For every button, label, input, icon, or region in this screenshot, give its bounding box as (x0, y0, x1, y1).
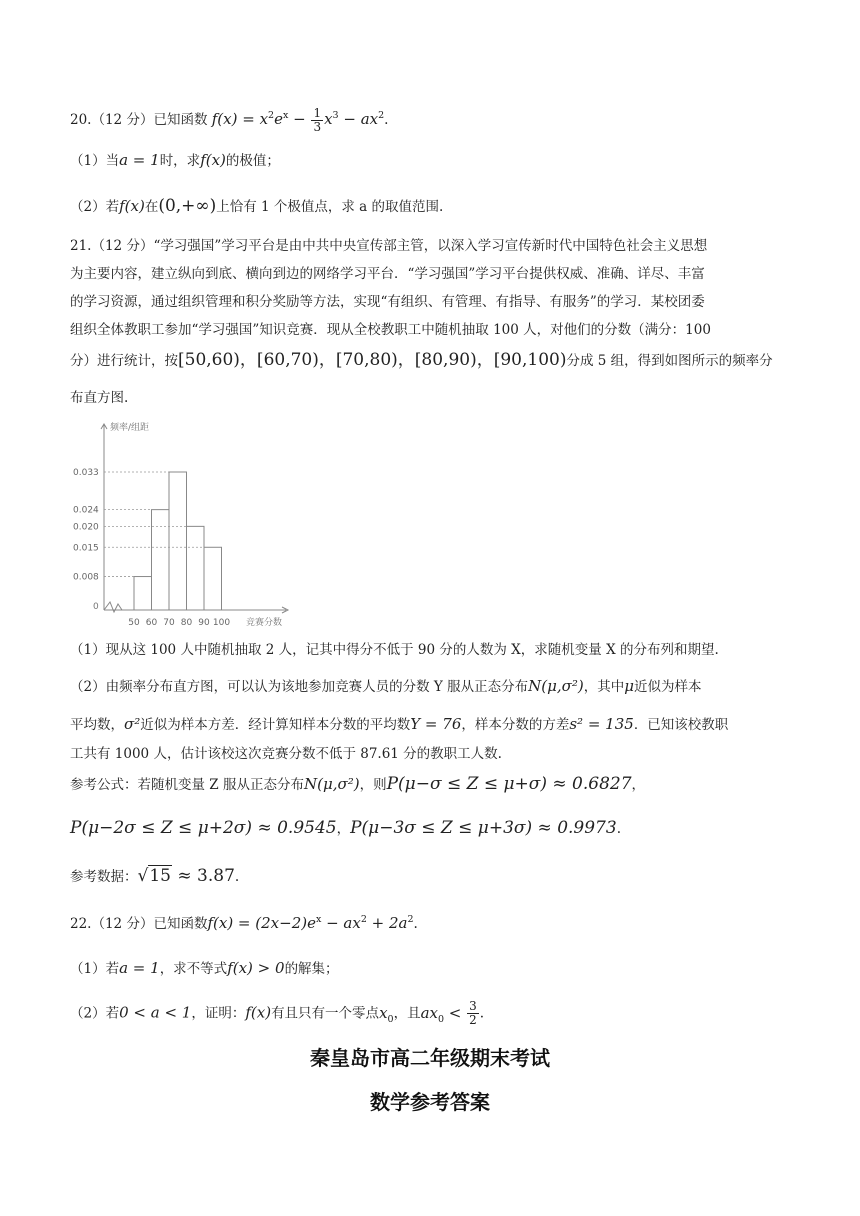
q21-sub2-end: 工共有 1000 人，估计该校这次竞赛分数不低于 87.61 分的教职工人数. (70, 746, 502, 762)
q21-ref-formula: 参考公式：若随机变量 Z 服从正态分布N(μ,σ²)，则P(μ−σ ≤ Z ≤ μ+σ) ≈ 0.6827， (70, 774, 646, 794)
x-tick-label: 50 (128, 618, 140, 628)
q21-para-1: 21.（12 分）“学习强国”学习平台是由中共中央宣传部主管，以深入学习宣传新时代中国特色社会主义思想 (70, 238, 708, 254)
histogram-bar-2 (152, 510, 170, 610)
y-axis-label: 频率/组距 (110, 423, 150, 433)
q22-sub2: （2）若0 < a < 1，证明：f(x)有且只有一个零点$x_0$，且$ax_0$ < $\frac{3}{2}$ . (70, 999, 485, 1027)
y-tick-label: 0.008 (73, 572, 99, 583)
x-tick-label: 60 (145, 618, 158, 628)
x-tick-label: 80 (180, 618, 193, 628)
y-tick-label: 0.033 (73, 468, 99, 478)
y-tick-label: 0.024 (73, 505, 99, 516)
histogram-bar-5 (204, 547, 222, 610)
q20-sub2: （2）若f(x)在(0,+∞)上恰有 1 个极值点，求 a 的取值范围. (70, 196, 444, 216)
q21-para-4: 组织全体教职工参加“学习强国”知识竞赛．现从全校教职工中随机抽取 100 人，对他们的分数（满分：100 (70, 322, 711, 338)
origin-label: 0 (93, 602, 99, 612)
q21-sub2: （2）由频率分布直方图，可以认为该地参加竞赛人员的分数 Y 服从正态分布N(μ,σ²)，其中μ近似为样本 (70, 677, 702, 695)
q21-sub1: （1）现从这 100 人中随机抽取 2 人，记其中得分不低于 90 分的人数为 X，求随机变量 X 的分布列和期望. (70, 642, 719, 658)
answer-heading: 秦皇岛市高二年级期末考试 (310, 1046, 550, 1070)
q22-stem: 22.（12 分）已知函数$f(x) = (2x-2)e^x - ax^2 + 2a^2$. (70, 914, 418, 932)
q22-sub1: （1）若a = 1，求不等式f(x) > 0的解集； (70, 959, 339, 977)
q20-stem: 20.（12 分）已知函数 $f(x) = x^2e^x$ − $\frac{1}{3}$ $x^3 - ax^2$. (70, 105, 389, 134)
q20-sub1: （1）当a = 1时，求f(x)的极值； (70, 151, 280, 169)
q21-para-5: 分）进行统计，按[50,60)，[60,70)，[70,80)，[80,90)，[90,100)分成 5 组，得到如图所示的频率分 (70, 350, 773, 370)
q21-ref-formula-2: P(μ−2σ ≤ Z ≤ μ+2σ) ≈ 0.9545，P(μ−3σ ≤ Z ≤ μ+3σ) ≈ 0.9973. (70, 818, 621, 838)
histogram-bar-3 (169, 472, 187, 610)
q21-ref-data: 参考数据：√15 ≈ 3.87. (70, 866, 240, 886)
frequency-histogram (60, 416, 300, 628)
q21-para-6: 布直方图. (70, 390, 129, 406)
q21-sub2-cont: 平均数，σ²近似为样本方差．经计算知样本分数的平均数Y = 76，样本分数的方差s² = 135．已知该校教职 (70, 715, 729, 733)
y-tick-label: 0.015 (73, 543, 99, 554)
y-tick-label: 0.020 (73, 522, 99, 533)
x-tick-label: 70 (163, 618, 175, 628)
x-tick-label: 90 (198, 618, 210, 628)
q21-para-2: 为主要内容，建立纵向到底、横向到边的网络学习平台．“学习强国”学习平台提供权威、准确、详尽、丰富 (70, 266, 705, 282)
q21-para-3: 的学习资源，通过组织管理和积分奖励等方法，实现“有组织、有管理、有指导、有服务”的学习．某校团委 (70, 294, 705, 310)
histogram-bar-1 (134, 577, 152, 610)
x-axis-label: 竞赛分数 (246, 618, 283, 628)
answer-subheading: 数学参考答案 (370, 1090, 490, 1114)
histogram-bar-4 (187, 526, 205, 610)
x-tick-label: 100 (212, 618, 231, 628)
